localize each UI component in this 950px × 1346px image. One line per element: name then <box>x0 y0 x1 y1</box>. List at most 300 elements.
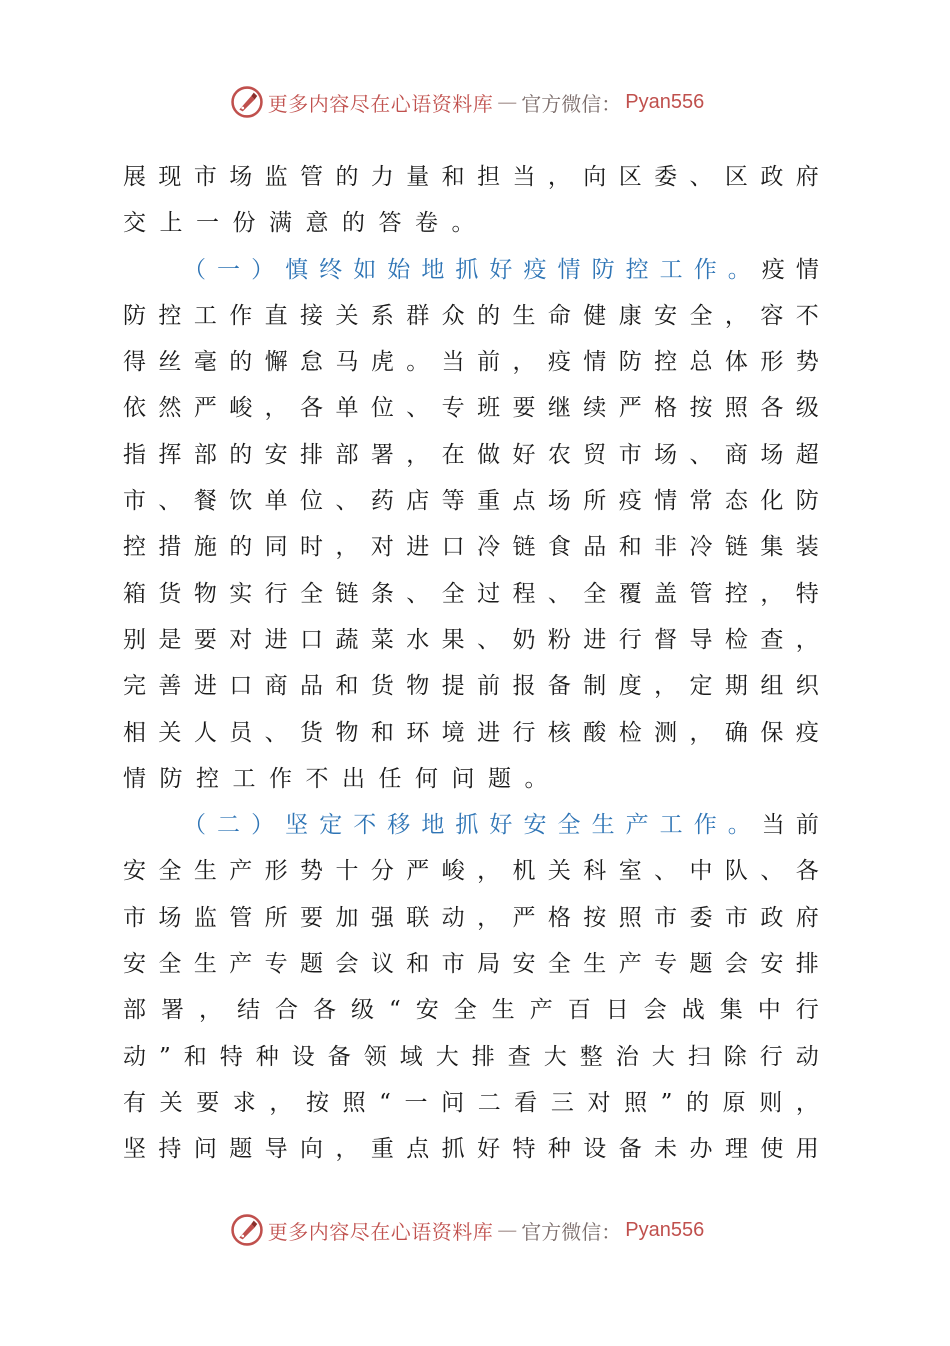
body-char: 得 <box>123 349 146 376</box>
body-char: 生 <box>193 858 217 885</box>
body-char: 领 <box>363 1043 387 1070</box>
body-char: 势 <box>795 349 819 376</box>
section-heading-char: 移 <box>387 812 411 839</box>
body-char: 安 <box>123 951 146 978</box>
body-char: 集 <box>760 534 784 561</box>
body-char: 水 <box>406 626 430 653</box>
body-char: 室 <box>618 858 642 885</box>
body-char: 场 <box>654 441 678 468</box>
body-char: 、 <box>689 164 713 190</box>
body-char: 是 <box>158 626 182 653</box>
body-char: 物 <box>406 673 430 700</box>
body-char: 看 <box>514 1089 538 1116</box>
body-char: “ <box>389 997 401 1024</box>
body-char: 制 <box>583 673 607 700</box>
body-char: 、 <box>760 858 784 885</box>
body-char: 点 <box>512 488 536 515</box>
body-char: 所 <box>583 488 607 515</box>
body-char: 。 <box>406 349 430 376</box>
body-char: 特 <box>795 580 819 607</box>
body-char: 特 <box>512 1136 536 1163</box>
section-heading-char: 防 <box>591 256 615 283</box>
body-char: 蔬 <box>335 626 359 653</box>
body-char: 和 <box>618 534 642 561</box>
body-char: 措 <box>158 534 182 561</box>
body-char: “ <box>379 1089 391 1116</box>
body-char: 防 <box>123 302 146 329</box>
body-char: 形 <box>760 349 784 376</box>
body-char: 二 <box>477 1089 501 1116</box>
body-char: 设 <box>291 1043 315 1070</box>
body-char: 好 <box>512 441 536 468</box>
body-char: 场 <box>158 904 182 931</box>
section-heading-char: （ <box>183 256 206 283</box>
body-char: 安 <box>123 858 146 885</box>
body-char: 物 <box>193 580 217 607</box>
body-char: 对 <box>370 534 394 561</box>
body-char: 冷 <box>689 534 713 561</box>
body-char: ， <box>547 164 571 190</box>
body-char: 委 <box>654 164 678 190</box>
body-char: 直 <box>264 302 288 329</box>
body-char: 单 <box>335 395 359 422</box>
pen-nib-logo-icon <box>230 85 264 119</box>
body-char: 级 <box>351 997 374 1024</box>
body-char: 市 <box>123 904 146 931</box>
body-char: 担 <box>477 164 501 190</box>
body-char: 行 <box>264 580 288 607</box>
body-char: 、 <box>654 858 678 885</box>
body-char: ” <box>660 1089 673 1116</box>
banner-wechat-id: Pyan556 <box>625 90 705 113</box>
section-heading-char: 始 <box>387 256 411 283</box>
body-char: 产 <box>529 997 553 1024</box>
body-char: 控 <box>158 302 182 329</box>
body-char: 、 <box>547 580 571 607</box>
body-char: 产 <box>618 951 642 978</box>
body-char: 店 <box>406 488 430 515</box>
body-char: 等 <box>441 488 465 515</box>
section-heading-char: 产 <box>625 812 649 839</box>
body-char: 进 <box>583 626 607 653</box>
body-char: 题 <box>488 765 511 792</box>
section-heading-char: 地 <box>421 256 445 283</box>
body-char: 人 <box>193 719 217 746</box>
body-char: 饮 <box>229 488 253 515</box>
body-char: 行 <box>512 719 536 746</box>
body-char: 续 <box>583 395 607 422</box>
body-char: 安 <box>264 441 288 468</box>
body-char: 查 <box>507 1043 531 1070</box>
body-char: 箱 <box>123 580 146 607</box>
body-char: 府 <box>795 164 819 190</box>
body-char: 和 <box>406 951 430 978</box>
body-char: 市 <box>654 904 678 931</box>
body-char: 控 <box>196 765 219 792</box>
body-char: 商 <box>724 441 748 468</box>
body-char: 善 <box>158 673 182 700</box>
body-char: 班 <box>477 395 501 422</box>
body-char: 容 <box>760 302 784 329</box>
body-char: 常 <box>689 488 713 515</box>
body-char: 安 <box>654 302 678 329</box>
body-char: 要 <box>300 904 324 931</box>
body-char: 专 <box>264 951 288 978</box>
body-char: 格 <box>547 904 571 931</box>
body-char: 货 <box>158 580 182 607</box>
body-char: 会 <box>724 951 748 978</box>
body-char: 装 <box>795 534 819 561</box>
body-char: 严 <box>512 904 536 931</box>
body-char: 导 <box>689 626 713 653</box>
body-char: 上 <box>159 210 183 237</box>
body-char: 出 <box>342 765 365 792</box>
text-line <box>123 1126 819 1172</box>
body-char: ， <box>335 1136 359 1163</box>
section-heading-char: 好 <box>489 812 513 839</box>
body-char: 情 <box>654 488 678 515</box>
banner-wechat-label: 官方微信： <box>521 91 622 116</box>
body-char: 的 <box>342 210 365 237</box>
body-char: 关 <box>547 858 571 885</box>
body-char: 力 <box>370 164 394 190</box>
text-line <box>123 478 819 524</box>
body-char: 署 <box>161 997 184 1024</box>
body-char: 果 <box>441 626 465 653</box>
body-char: 专 <box>654 951 678 978</box>
body-char: 十 <box>335 858 359 885</box>
body-char: 一 <box>404 1089 428 1116</box>
body-char: 超 <box>795 441 819 468</box>
body-char: 求 <box>232 1089 256 1116</box>
body-char: 要 <box>196 1089 220 1116</box>
body-char: 控 <box>724 580 748 607</box>
body-char: 确 <box>724 719 748 746</box>
section-heading-char: 。 <box>727 256 751 283</box>
body-char: 行 <box>795 997 819 1024</box>
body-char: 不 <box>305 765 329 792</box>
body-char: 要 <box>512 395 536 422</box>
body-char: 挥 <box>158 441 182 468</box>
section-heading-char: 生 <box>591 812 615 839</box>
banner-content <box>230 85 704 119</box>
body-char: ， <box>654 673 678 700</box>
body-char: 关 <box>159 1089 183 1116</box>
body-char: 政 <box>760 904 784 931</box>
body-char: 化 <box>760 488 784 515</box>
body-char: 控 <box>123 534 146 561</box>
body-char: 情 <box>795 256 819 283</box>
body-char: 势 <box>300 858 324 885</box>
body-char: 意 <box>305 210 329 237</box>
body-char: 健 <box>583 302 607 329</box>
body-char: 生 <box>193 951 217 978</box>
body-char: 何 <box>415 765 438 792</box>
body-char: 接 <box>300 302 324 329</box>
body-char: 口 <box>300 626 324 653</box>
body-char: 动 <box>795 1043 819 1070</box>
body-char: 大 <box>651 1043 675 1070</box>
body-char: 怠 <box>300 349 324 376</box>
body-char: 。 <box>451 210 475 237</box>
body-char: 监 <box>193 904 217 931</box>
body-char: 署 <box>370 441 394 468</box>
body-char: 安 <box>512 951 536 978</box>
text-line <box>123 200 819 246</box>
body-char: 全 <box>158 951 182 978</box>
body-char: 链 <box>512 534 536 561</box>
body-char: 冷 <box>477 534 501 561</box>
body-char: 盖 <box>654 580 678 607</box>
body-char: 农 <box>547 441 571 468</box>
body-char: 份 <box>232 210 256 237</box>
body-char: 要 <box>193 626 217 653</box>
body-char: ， <box>199 997 222 1024</box>
body-char: 防 <box>159 765 183 792</box>
body-char: 监 <box>264 164 288 190</box>
section-heading-char: 如 <box>353 256 377 283</box>
body-char: 系 <box>370 302 394 329</box>
body-char: 条 <box>370 580 394 607</box>
body-char: 持 <box>158 1136 182 1163</box>
body-char: 员 <box>229 719 253 746</box>
body-char: 答 <box>378 210 402 237</box>
pen-nib-logo-icon <box>230 1213 264 1247</box>
body-char: 整 <box>579 1043 603 1070</box>
body-char: 严 <box>406 858 430 885</box>
banner-dash: — <box>497 1218 518 1242</box>
body-char: 、 <box>477 626 501 653</box>
body-char: 组 <box>760 673 784 700</box>
body-char: 不 <box>795 302 819 329</box>
text-line <box>123 756 819 802</box>
body-char: 大 <box>435 1043 459 1070</box>
text-line <box>123 154 819 200</box>
body-char: ， <box>689 719 713 746</box>
body-char: 中 <box>689 858 713 885</box>
body-char: 各 <box>795 858 819 885</box>
body-char: 全 <box>158 858 182 885</box>
body-char: 导 <box>264 1136 288 1163</box>
body-char: 严 <box>618 395 642 422</box>
body-char: 别 <box>123 626 146 653</box>
body-char: ， <box>269 1089 293 1116</box>
body-char: 局 <box>477 951 501 978</box>
body-char: 题 <box>229 1136 253 1163</box>
body-char: 三 <box>550 1089 574 1116</box>
body-char: 专 <box>441 395 465 422</box>
body-char: 扫 <box>687 1043 711 1070</box>
body-char: 级 <box>795 395 819 422</box>
body-char: 口 <box>441 534 465 561</box>
body-char: 机 <box>512 858 536 885</box>
body-char: 抓 <box>441 1136 465 1163</box>
body-char: 对 <box>587 1089 611 1116</box>
body-char: 排 <box>300 441 324 468</box>
body-char: 的 <box>229 534 253 561</box>
body-char: 的 <box>229 441 253 468</box>
body-char: 会 <box>643 997 667 1024</box>
body-char: 照 <box>618 904 642 931</box>
body-char: 实 <box>229 580 253 607</box>
body-char: 进 <box>406 534 430 561</box>
body-char: 按 <box>583 904 607 931</box>
body-char: 贸 <box>583 441 607 468</box>
body-char: 防 <box>795 488 819 515</box>
body-char: 、 <box>689 441 713 468</box>
body-char: 域 <box>399 1043 423 1070</box>
section-heading-char: 安 <box>523 812 547 839</box>
body-char: 相 <box>123 719 146 746</box>
body-char: 品 <box>300 673 324 700</box>
body-char: 备 <box>547 673 571 700</box>
body-char: ， <box>477 858 501 885</box>
body-char: 检 <box>724 626 748 653</box>
body-char: 懈 <box>264 349 288 376</box>
body-char: 设 <box>583 1136 607 1163</box>
body-char: 做 <box>477 441 501 468</box>
body-char: 前 <box>795 812 819 839</box>
body-char: 生 <box>491 997 515 1024</box>
section-heading-char: 工 <box>659 812 683 839</box>
body-char: 口 <box>229 673 253 700</box>
body-char: 众 <box>441 302 465 329</box>
body-char: 展 <box>123 164 146 190</box>
body-char: 问 <box>451 765 475 792</box>
body-char: 种 <box>255 1043 279 1070</box>
body-char: 防 <box>618 349 642 376</box>
body-char: 市 <box>193 164 217 190</box>
body-char: 马 <box>335 349 359 376</box>
body-char: 核 <box>547 719 571 746</box>
body-char: 粉 <box>547 626 571 653</box>
body-char: 部 <box>335 441 359 468</box>
body-char: 重 <box>477 488 501 515</box>
body-char: 备 <box>618 1136 642 1163</box>
body-char: 丝 <box>158 349 182 376</box>
section-heading-char: 好 <box>489 256 513 283</box>
text-line <box>123 339 819 385</box>
section-heading-char: 一 <box>217 256 241 283</box>
text-line <box>123 571 819 617</box>
body-char: 链 <box>335 580 359 607</box>
body-char: 题 <box>689 951 713 978</box>
body-char: 前 <box>477 349 501 376</box>
body-char: 动 <box>123 1043 146 1070</box>
body-char: 度 <box>618 673 642 700</box>
body-char: 中 <box>757 997 781 1024</box>
body-char: 排 <box>471 1043 495 1070</box>
body-char: 委 <box>689 904 713 931</box>
body-char: 队 <box>724 858 748 885</box>
section-heading-char: 抓 <box>455 256 479 283</box>
body-char: 货 <box>370 673 394 700</box>
body-char: 工 <box>193 302 217 329</box>
body-char: 关 <box>335 302 359 329</box>
body-char: 集 <box>719 997 743 1024</box>
body-char: 生 <box>583 951 607 978</box>
body-char: 用 <box>795 1136 819 1163</box>
body-char: 点 <box>406 1136 430 1163</box>
body-char: 治 <box>615 1043 639 1070</box>
body-char: 程 <box>512 580 536 607</box>
body-char: 未 <box>654 1136 678 1163</box>
body-char: 疫 <box>618 488 642 515</box>
body-char: 全 <box>547 951 571 978</box>
body-char: 种 <box>547 1136 571 1163</box>
body-char: 市 <box>618 441 642 468</box>
body-char: 结 <box>237 997 260 1024</box>
body-char: 疫 <box>761 256 785 283</box>
body-char: 督 <box>654 626 678 653</box>
section-heading-char: 作 <box>693 256 717 283</box>
banner-text: 更多内容尽在心语资料库 <box>267 91 494 116</box>
body-char: 问 <box>441 1089 465 1116</box>
body-char: 照 <box>624 1089 648 1116</box>
body-char: ， <box>477 904 501 931</box>
body-char: 控 <box>654 349 678 376</box>
body-char: 行 <box>759 1043 783 1070</box>
body-char: 奶 <box>512 626 536 653</box>
body-char: 分 <box>370 858 394 885</box>
body-char: ， <box>724 302 748 329</box>
body-char: 会 <box>335 951 359 978</box>
body-char: 的 <box>477 302 501 329</box>
section-heading-char: 。 <box>727 812 751 839</box>
body-char: 、 <box>335 488 359 515</box>
body-char: 当 <box>761 812 785 839</box>
body-char: 体 <box>724 349 748 376</box>
body-char: 虎 <box>370 349 394 376</box>
body-char: 战 <box>681 997 705 1024</box>
text-line <box>123 524 819 570</box>
text-line <box>123 895 819 941</box>
section-heading-char: 情 <box>557 256 581 283</box>
text-line <box>123 848 819 894</box>
body-char: 府 <box>795 904 819 931</box>
body-char: 安 <box>760 951 784 978</box>
body-char: 市 <box>123 488 146 515</box>
body-char: 前 <box>477 673 501 700</box>
body-char: 时 <box>300 534 324 561</box>
body-char: 向 <box>583 164 607 190</box>
body-char: 情 <box>123 765 146 792</box>
body-char: 保 <box>760 719 784 746</box>
body-char: 题 <box>300 951 324 978</box>
body-char: 总 <box>689 349 713 376</box>
body-char: ， <box>264 395 288 422</box>
body-char: 一 <box>196 210 219 237</box>
body-char: 品 <box>583 534 607 561</box>
body-char: 链 <box>724 534 748 561</box>
body-char: 场 <box>760 441 784 468</box>
body-char: ， <box>335 534 359 561</box>
body-char: 量 <box>406 164 430 190</box>
body-char: 卷 <box>415 210 438 237</box>
body-char: 、 <box>406 580 430 607</box>
body-char: 全 <box>300 580 324 607</box>
body-char: 境 <box>441 719 465 746</box>
body-char: 百 <box>567 997 591 1024</box>
body-char: 除 <box>723 1043 747 1070</box>
body-char: 排 <box>795 951 819 978</box>
text-line <box>123 247 819 293</box>
body-char: 向 <box>300 1136 324 1163</box>
body-char: 区 <box>724 164 748 190</box>
body-char: 议 <box>370 951 394 978</box>
body-char: 行 <box>618 626 642 653</box>
section-heading-char: 终 <box>319 256 343 283</box>
